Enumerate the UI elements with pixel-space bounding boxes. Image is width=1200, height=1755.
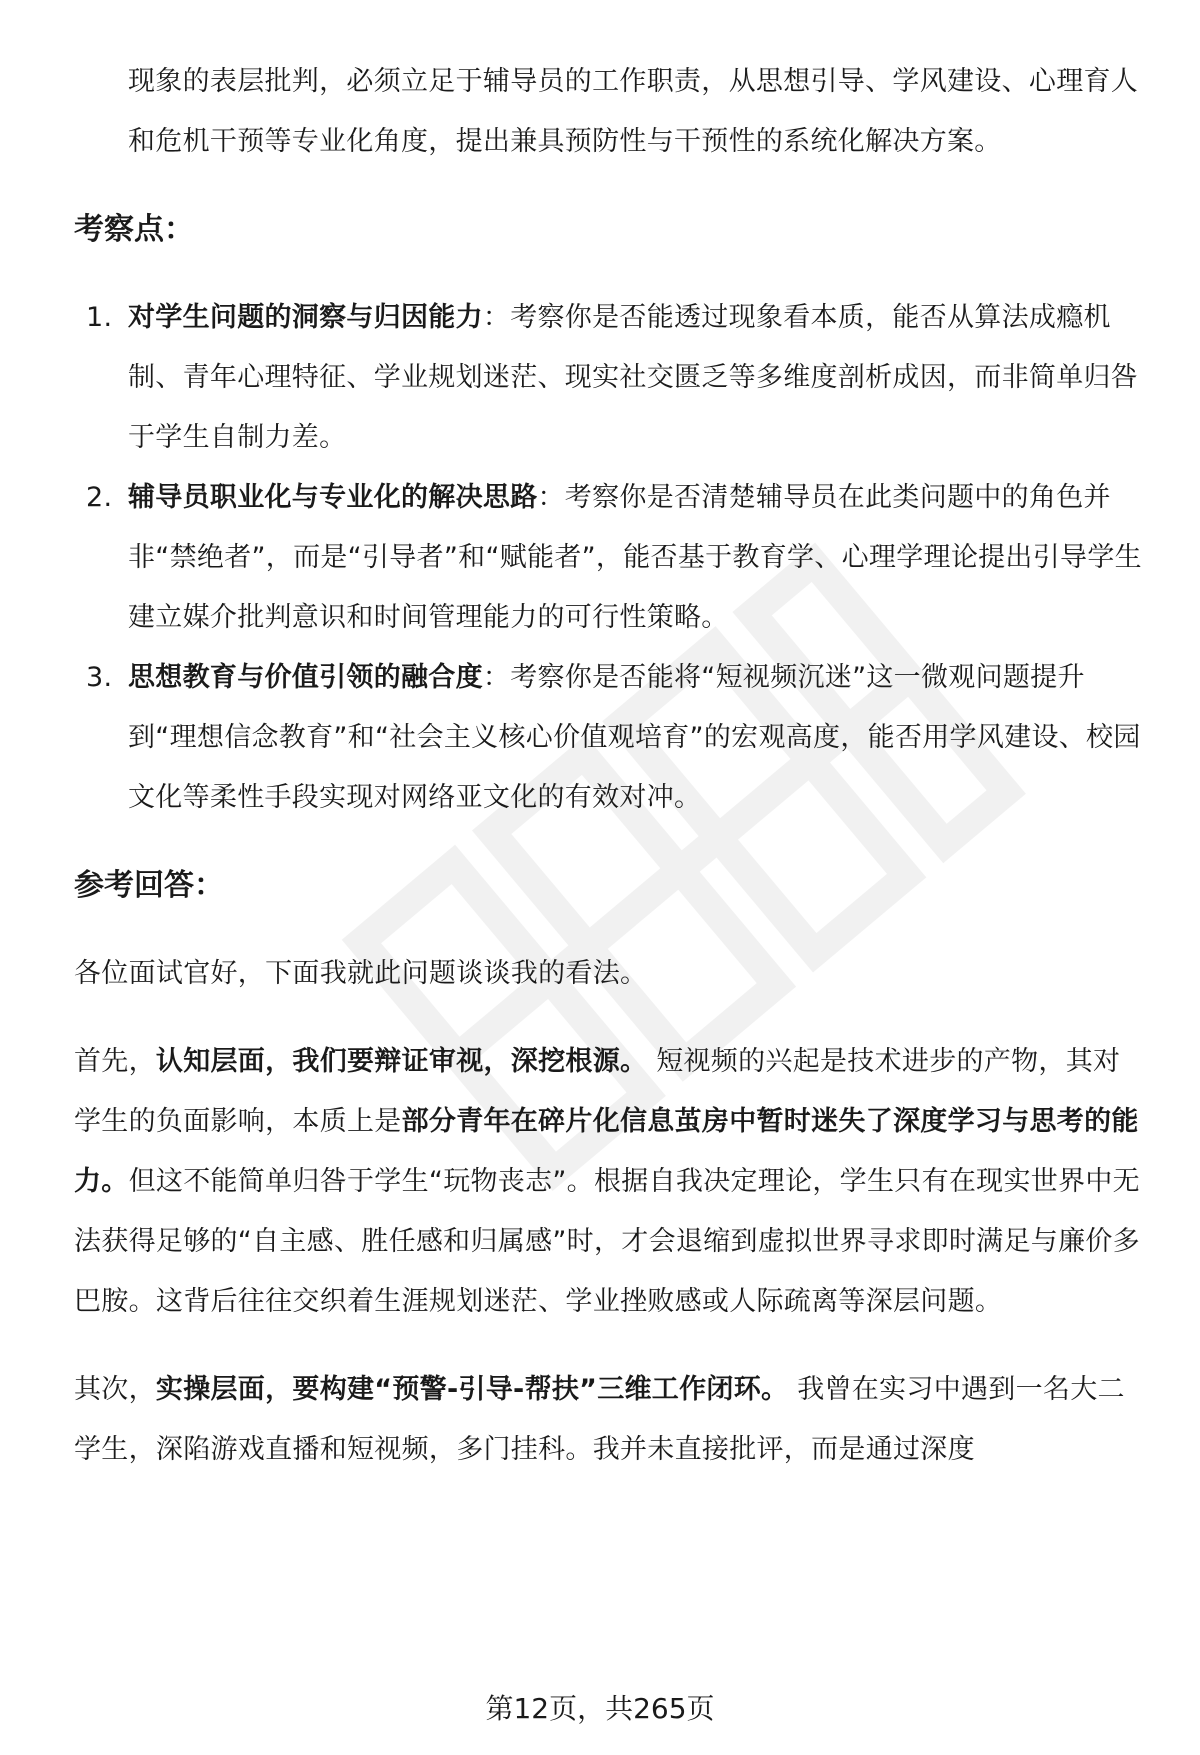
list-number: 2. bbox=[86, 482, 113, 513]
point-title: 对学生问题的洞察与归因能力 bbox=[128, 302, 483, 333]
list-item bbox=[74, 288, 1146, 468]
points-heading: 考察点： bbox=[74, 212, 194, 247]
para-bold: 认知层面，我们要辩证审视，深挖根源。 bbox=[155, 1046, 648, 1077]
answer-heading: 参考回答： bbox=[74, 868, 224, 903]
greeting-paragraph: 各位面试官好，下面我就此问题谈谈我的看法。 bbox=[74, 958, 648, 989]
para-text: 短视频的兴起是技术进步的产物，其对学生的负面影响，本质上是 bbox=[74, 1046, 1121, 1137]
point-body: ：考察你是否能透过现象看本质，能否从算法成瘾机制、青年心理特征、学业规划迷茫、现实社交匮乏等多维度剖析成因，而非简单归咎于学生自制力差。 bbox=[128, 302, 1139, 453]
list-item bbox=[74, 468, 1146, 648]
answer-paragraph-1 bbox=[74, 1032, 1146, 1332]
answer-paragraph-2 bbox=[74, 1360, 1146, 1480]
point-title: 思想教育与价值引领的融合度 bbox=[128, 662, 483, 693]
point-title: 辅导员职业化与专业化的解决思路 bbox=[128, 482, 538, 513]
document-content bbox=[74, 52, 1146, 1508]
para-lead: 其次， bbox=[74, 1374, 156, 1405]
list-item bbox=[74, 648, 1146, 828]
points-list bbox=[74, 288, 1146, 828]
list-number: 1. bbox=[86, 302, 113, 333]
list-number: 3. bbox=[86, 662, 113, 693]
para-bold: 部分青年在碎片化信息茧房中暂时迷失了深度学习与思考的能力。 bbox=[74, 1106, 1139, 1197]
point-body: ：考察你是否清楚辅导员在此类问题中的角色并非“禁绝者”，而是“引导者”和“赋能者”，能否基于教育学、心理学理论提出引导学生建立媒介批判意识和时间管理能力的可行性策略。 bbox=[128, 482, 1142, 633]
para-lead: 首先， bbox=[74, 1046, 156, 1077]
para-text: 我曾在实习中遇到一名大二学生，深陷游戏直播和短视频，多门挂科。我并未直接批评，而是通过深度 bbox=[74, 1374, 1125, 1465]
para-bold: 实操层面，要构建“预警-引导-帮扶”三维工作闭环。 bbox=[155, 1374, 789, 1405]
intro-paragraph: 现象的表层批判，必须立足于辅导员的工作职责，从思想引导、学风建设、心理育人和危机干预等专业化角度，提出兼具预防性与干预性的系统化解决方案。 bbox=[128, 66, 1139, 157]
para-text: 但这不能简单归咎于学生“玩物丧志”。根据自我决定理论，学生只有在现实世界中无法获得足够的“自主感、胜任感和归属感”时，才会退缩到虚拟世界寻求即时满足与廉价多巴胺。这背后往往交织着生涯规划迷茫、学业挫败感或人际疏离等深层问题。 bbox=[74, 1166, 1140, 1317]
page-number: 第12页，共265页 bbox=[485, 1692, 715, 1725]
point-body: ：考察你是否能将“短视频沉迷”这一微观问题提升到“理想信念教育”和“社会主义核心价值观培育”的宏观高度，能否用学风建设、校园文化等柔性手段实现对网络亚文化的有效对冲。 bbox=[128, 662, 1141, 813]
